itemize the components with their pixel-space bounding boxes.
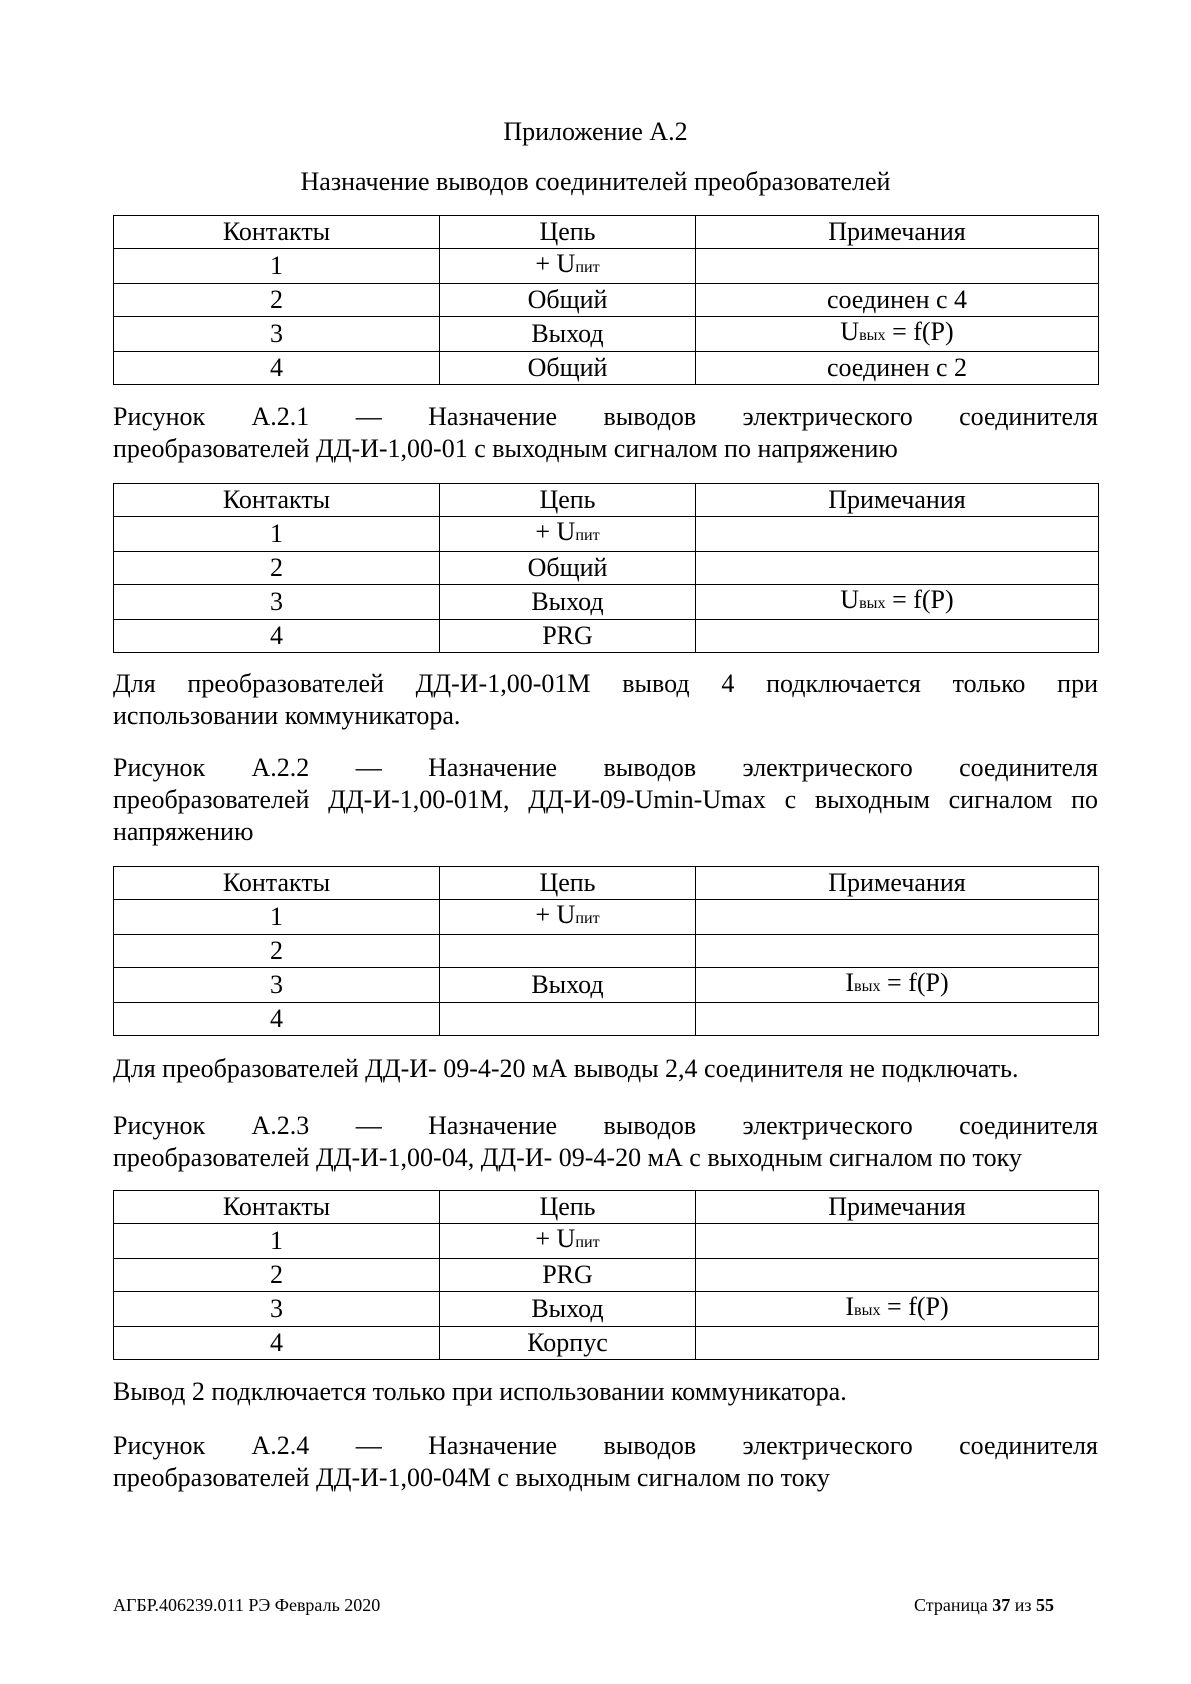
header-notes: Примечания: [696, 867, 1099, 900]
cell-circuit: Выход: [440, 1292, 696, 1327]
table-row: [114, 585, 1099, 620]
header-circuit: Цепь: [440, 1191, 696, 1224]
text-line: преобразователей ДД-И-1,00-04М с выходным сигналом по току: [113, 1463, 830, 1492]
cell-circuit: PRG: [440, 620, 696, 653]
pin-table-1: [113, 215, 1099, 385]
text-line: использовании коммуникатора.: [113, 701, 461, 730]
table-row: [114, 900, 1099, 935]
cell-contact: 4: [114, 1327, 440, 1360]
cell-note: [696, 1003, 1099, 1036]
text-line: Рисунок А.2.2 — Назначение выводов электрического соединителя: [113, 753, 1098, 782]
cell-circuit: Общий: [440, 352, 696, 385]
text-line: Вывод 2 подключается только при использовании коммуникатора.: [113, 1377, 847, 1406]
page-current: 37: [992, 1595, 1011, 1615]
text-line: напряжению: [113, 817, 254, 846]
text-line: преобразователей ДД-И-1,00-01М, ДД-И-09-Umin-Umax с выходным сигналом по: [113, 785, 1098, 814]
cell-contact: 4: [114, 1003, 440, 1036]
pin-table-3: [113, 866, 1099, 1036]
text-line: Для преобразователей ДД-И-1,00-01М вывод 4 подключается только при: [113, 669, 1098, 698]
cell-contact: 1: [114, 1224, 440, 1259]
cell-circuit: + Uпит: [440, 517, 696, 552]
cell-contact: 3: [114, 968, 440, 1003]
cell-circuit: Корпус: [440, 1327, 696, 1360]
figure-caption-4: [113, 1430, 1098, 1494]
cell-circuit: Выход: [440, 585, 696, 620]
header-contacts: Контакты: [114, 484, 440, 517]
section-title: Назначение выводов соединителей преобразователей: [300, 167, 891, 196]
table-row: [114, 249, 1099, 284]
cell-circuit: Выход: [440, 968, 696, 1003]
table-row: [114, 284, 1099, 317]
cell-contact: 3: [114, 1292, 440, 1327]
footer-page-number: [914, 1594, 1054, 1616]
cell-note: Iвых = f(P): [696, 968, 1099, 1003]
pin-table-4: [113, 1190, 1099, 1360]
pin-table-2: [113, 483, 1099, 653]
cell-note: [696, 1224, 1099, 1259]
table-row: [114, 352, 1099, 385]
cell-note: [696, 900, 1099, 935]
cell-contact: 1: [114, 517, 440, 552]
cell-contact: 3: [114, 585, 440, 620]
table-row: [114, 935, 1099, 968]
cell-note: соединен с 4: [696, 284, 1099, 317]
cell-note: [696, 935, 1099, 968]
text-line: Рисунок А.2.3 — Назначение выводов электрического соединителя: [113, 1111, 1098, 1140]
figure-caption-1: [113, 401, 1098, 465]
header-notes: Примечания: [696, 1191, 1099, 1224]
cell-circuit: PRG: [440, 1259, 696, 1292]
footer-doc-id: АГБР.406239.011 РЭ Февраль 2020: [113, 1595, 381, 1615]
cell-contact: 2: [114, 552, 440, 585]
header-circuit: Цепь: [440, 484, 696, 517]
cell-note: Iвых = f(P): [696, 1292, 1099, 1327]
text-line: преобразователей ДД-И-1,00-01 с выходным сигналом по напряжению: [113, 434, 898, 463]
cell-circuit: + Uпит: [440, 1224, 696, 1259]
table-row: [114, 552, 1099, 585]
table-row: [114, 1292, 1099, 1327]
cell-contact: 1: [114, 249, 440, 284]
cell-circuit: [440, 1003, 696, 1036]
cell-circuit: Общий: [440, 284, 696, 317]
cell-contact: 3: [114, 317, 440, 352]
cell-contact: 2: [114, 935, 440, 968]
table-row: [114, 1224, 1099, 1259]
cell-contact: 1: [114, 900, 440, 935]
header-notes: Примечания: [696, 216, 1099, 249]
header-circuit: Цепь: [440, 216, 696, 249]
table-row: [114, 517, 1099, 552]
page-total: 55: [1035, 1595, 1054, 1615]
header-contacts: Контакты: [114, 1191, 440, 1224]
header-notes: Примечания: [696, 484, 1099, 517]
cell-note: [696, 249, 1099, 284]
cell-circuit: Выход: [440, 317, 696, 352]
table-row: [114, 1003, 1099, 1036]
appendix-title: Приложение А.2: [503, 117, 688, 146]
header-circuit: Цепь: [440, 867, 696, 900]
table-row: [114, 620, 1099, 653]
text-line: Для преобразователей ДД-И- 09-4-20 мА выводы 2,4 соединителя не подключать.: [113, 1054, 1019, 1083]
table-row: [114, 1327, 1099, 1360]
figure-caption-2: [113, 752, 1098, 848]
cell-circuit: + Uпит: [440, 900, 696, 935]
cell-contact: 2: [114, 284, 440, 317]
figure-caption-3: [113, 1110, 1098, 1174]
table-row: [114, 317, 1099, 352]
header-contacts: Контакты: [114, 216, 440, 249]
cell-note: [696, 620, 1099, 653]
page-separator: из: [1014, 1595, 1032, 1615]
note-1: [113, 668, 1098, 732]
cell-note: Uвых = f(P): [696, 585, 1099, 620]
table-row: [114, 1259, 1099, 1292]
note-3: [113, 1376, 1098, 1408]
header-contacts: Контакты: [114, 867, 440, 900]
text-line: преобразователей ДД-И-1,00-04, ДД-И- 09-4-20 мА с выходным сигналом по току: [113, 1143, 1022, 1172]
cell-note: [696, 552, 1099, 585]
cell-note: соединен с 2: [696, 352, 1099, 385]
text-line: Рисунок А.2.4 — Назначение выводов электрического соединителя: [113, 1431, 1098, 1460]
cell-circuit: + Uпит: [440, 249, 696, 284]
table-row: [114, 968, 1099, 1003]
cell-contact: 2: [114, 1259, 440, 1292]
cell-circuit: Общий: [440, 552, 696, 585]
note-2: [113, 1053, 1098, 1085]
cell-note: Uвых = f(P): [696, 317, 1099, 352]
cell-note: [696, 1327, 1099, 1360]
cell-note: [696, 517, 1099, 552]
cell-contact: 4: [114, 352, 440, 385]
text-line: Рисунок А.2.1 — Назначение выводов электрического соединителя: [113, 402, 1098, 431]
cell-note: [696, 1259, 1099, 1292]
cell-circuit: [440, 935, 696, 968]
cell-contact: 4: [114, 620, 440, 653]
page-label: Страница: [914, 1595, 988, 1615]
